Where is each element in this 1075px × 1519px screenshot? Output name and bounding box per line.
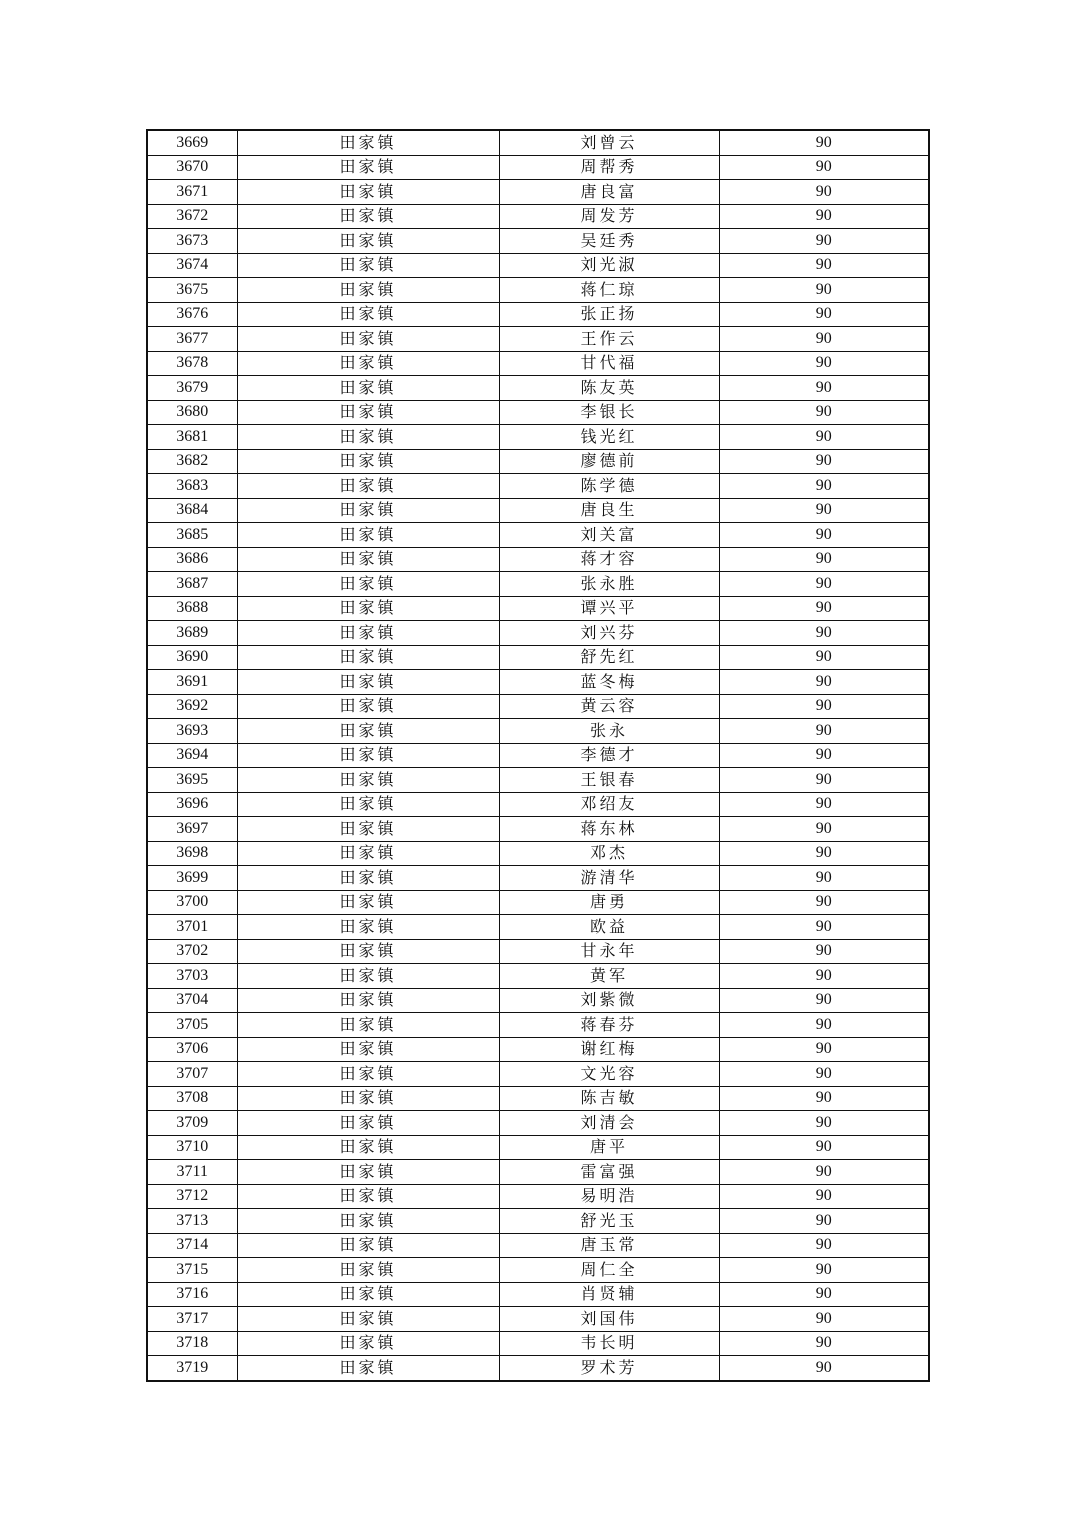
- person-name-cell: 肖贤辅: [499, 1282, 719, 1307]
- person-name-cell: 邓绍友: [499, 792, 719, 817]
- row-number-cell: 3672: [147, 204, 237, 229]
- person-name-cell: 黄云容: [499, 694, 719, 719]
- table-row: [147, 939, 929, 964]
- person-name-cell: 王银春: [499, 768, 719, 793]
- town-cell: 田家镇: [237, 596, 499, 621]
- table-row: [147, 596, 929, 621]
- town-cell: 田家镇: [237, 1037, 499, 1062]
- town-cell: 田家镇: [237, 400, 499, 425]
- person-name-cell: 甘永年: [499, 939, 719, 964]
- person-name-cell: 蒋春芬: [499, 1013, 719, 1038]
- score-cell: 90: [719, 768, 929, 793]
- person-name-cell: 周发芳: [499, 204, 719, 229]
- table-row: [147, 866, 929, 891]
- score-cell: 90: [719, 229, 929, 254]
- town-cell: 田家镇: [237, 988, 499, 1013]
- table-row: [147, 817, 929, 842]
- table-row: [147, 719, 929, 744]
- person-name-cell: 舒光玉: [499, 1209, 719, 1234]
- person-name-cell: 刘紫微: [499, 988, 719, 1013]
- row-number-cell: 3683: [147, 474, 237, 499]
- person-name-cell: 钱光红: [499, 425, 719, 450]
- town-cell: 田家镇: [237, 1160, 499, 1185]
- row-number-cell: 3690: [147, 645, 237, 670]
- person-name-cell: 黄军: [499, 964, 719, 989]
- table-row: [147, 449, 929, 474]
- table-row: [147, 425, 929, 450]
- town-cell: 田家镇: [237, 1356, 499, 1381]
- row-number-cell: 3717: [147, 1307, 237, 1332]
- row-number-cell: 3692: [147, 694, 237, 719]
- person-name-cell: 陈吉敏: [499, 1086, 719, 1111]
- table-row: [147, 1233, 929, 1258]
- table-row: [147, 523, 929, 548]
- row-number-cell: 3680: [147, 400, 237, 425]
- person-name-cell: 廖德前: [499, 449, 719, 474]
- score-cell: 90: [719, 866, 929, 891]
- score-cell: 90: [719, 743, 929, 768]
- row-number-cell: 3718: [147, 1331, 237, 1356]
- row-number-cell: 3701: [147, 915, 237, 940]
- person-name-cell: 李银长: [499, 400, 719, 425]
- town-cell: 田家镇: [237, 474, 499, 499]
- row-number-cell: 3716: [147, 1282, 237, 1307]
- person-name-cell: 蒋才容: [499, 547, 719, 572]
- row-number-cell: 3679: [147, 376, 237, 401]
- score-cell: 90: [719, 817, 929, 842]
- person-name-cell: 刘清会: [499, 1111, 719, 1136]
- score-cell: 90: [719, 474, 929, 499]
- table-row: [147, 988, 929, 1013]
- town-cell: 田家镇: [237, 1282, 499, 1307]
- table-row: [147, 915, 929, 940]
- table-row: [147, 1258, 929, 1283]
- town-cell: 田家镇: [237, 621, 499, 646]
- score-cell: 90: [719, 302, 929, 327]
- table-row: [147, 964, 929, 989]
- row-number-cell: 3693: [147, 719, 237, 744]
- table-row: [147, 474, 929, 499]
- table-row: [147, 155, 929, 180]
- score-cell: 90: [719, 841, 929, 866]
- score-cell: 90: [719, 1258, 929, 1283]
- person-name-cell: 唐良生: [499, 498, 719, 523]
- town-cell: 田家镇: [237, 278, 499, 303]
- person-name-cell: 韦长明: [499, 1331, 719, 1356]
- person-name-cell: 蒋东林: [499, 817, 719, 842]
- table-row: [147, 1062, 929, 1087]
- score-cell: 90: [719, 1086, 929, 1111]
- row-number-cell: 3678: [147, 351, 237, 376]
- score-cell: 90: [719, 327, 929, 352]
- score-cell: 90: [719, 130, 929, 155]
- score-cell: 90: [719, 523, 929, 548]
- person-name-cell: 张永胜: [499, 572, 719, 597]
- person-name-cell: 蒋仁琼: [499, 278, 719, 303]
- score-cell: 90: [719, 253, 929, 278]
- score-cell: 90: [719, 1037, 929, 1062]
- row-number-cell: 3706: [147, 1037, 237, 1062]
- score-cell: 90: [719, 204, 929, 229]
- score-cell: 90: [719, 1135, 929, 1160]
- roster-table-body: [147, 130, 929, 1381]
- score-cell: 90: [719, 400, 929, 425]
- score-cell: 90: [719, 890, 929, 915]
- town-cell: 田家镇: [237, 229, 499, 254]
- table-row: [147, 302, 929, 327]
- person-name-cell: 刘国伟: [499, 1307, 719, 1332]
- row-number-cell: 3712: [147, 1184, 237, 1209]
- row-number-cell: 3707: [147, 1062, 237, 1087]
- person-name-cell: 刘曾云: [499, 130, 719, 155]
- row-number-cell: 3699: [147, 866, 237, 891]
- row-number-cell: 3698: [147, 841, 237, 866]
- row-number-cell: 3709: [147, 1111, 237, 1136]
- score-cell: 90: [719, 670, 929, 695]
- row-number-cell: 3711: [147, 1160, 237, 1185]
- person-name-cell: 游清华: [499, 866, 719, 891]
- table-row: [147, 694, 929, 719]
- town-cell: 田家镇: [237, 253, 499, 278]
- table-row: [147, 572, 929, 597]
- score-cell: 90: [719, 1331, 929, 1356]
- town-cell: 田家镇: [237, 1013, 499, 1038]
- table-row: [147, 253, 929, 278]
- town-cell: 田家镇: [237, 890, 499, 915]
- town-cell: 田家镇: [237, 180, 499, 205]
- town-cell: 田家镇: [237, 449, 499, 474]
- person-name-cell: 李德才: [499, 743, 719, 768]
- row-number-cell: 3708: [147, 1086, 237, 1111]
- table-row: [147, 1356, 929, 1381]
- row-number-cell: 3705: [147, 1013, 237, 1038]
- score-cell: 90: [719, 596, 929, 621]
- score-cell: 90: [719, 1356, 929, 1381]
- town-cell: 田家镇: [237, 547, 499, 572]
- row-number-cell: 3682: [147, 449, 237, 474]
- table-row: [147, 1013, 929, 1038]
- table-row: [147, 1135, 929, 1160]
- town-cell: 田家镇: [237, 768, 499, 793]
- person-name-cell: 蓝冬梅: [499, 670, 719, 695]
- row-number-cell: 3674: [147, 253, 237, 278]
- person-name-cell: 周帮秀: [499, 155, 719, 180]
- town-cell: 田家镇: [237, 523, 499, 548]
- row-number-cell: 3673: [147, 229, 237, 254]
- row-number-cell: 3714: [147, 1233, 237, 1258]
- person-name-cell: 吴廷秀: [499, 229, 719, 254]
- row-number-cell: 3685: [147, 523, 237, 548]
- score-cell: 90: [719, 1184, 929, 1209]
- town-cell: 田家镇: [237, 130, 499, 155]
- row-number-cell: 3719: [147, 1356, 237, 1381]
- row-number-cell: 3713: [147, 1209, 237, 1234]
- score-cell: 90: [719, 1160, 929, 1185]
- table-row: [147, 498, 929, 523]
- score-cell: 90: [719, 1307, 929, 1332]
- town-cell: 田家镇: [237, 1062, 499, 1087]
- row-number-cell: 3687: [147, 572, 237, 597]
- person-name-cell: 易明浩: [499, 1184, 719, 1209]
- score-cell: 90: [719, 376, 929, 401]
- person-name-cell: 谭兴平: [499, 596, 719, 621]
- score-cell: 90: [719, 645, 929, 670]
- table-row: [147, 1184, 929, 1209]
- score-cell: 90: [719, 939, 929, 964]
- score-cell: 90: [719, 1111, 929, 1136]
- person-name-cell: 文光容: [499, 1062, 719, 1087]
- person-name-cell: 罗术芳: [499, 1356, 719, 1381]
- table-row: [147, 1331, 929, 1356]
- row-number-cell: 3694: [147, 743, 237, 768]
- table-row: [147, 180, 929, 205]
- person-name-cell: 陈友英: [499, 376, 719, 401]
- row-number-cell: 3670: [147, 155, 237, 180]
- row-number-cell: 3681: [147, 425, 237, 450]
- town-cell: 田家镇: [237, 1331, 499, 1356]
- score-cell: 90: [719, 621, 929, 646]
- town-cell: 田家镇: [237, 1233, 499, 1258]
- score-cell: 90: [719, 1062, 929, 1087]
- table-row: [147, 547, 929, 572]
- person-name-cell: 张永: [499, 719, 719, 744]
- person-name-cell: 雷富强: [499, 1160, 719, 1185]
- person-name-cell: 谢红梅: [499, 1037, 719, 1062]
- row-number-cell: 3704: [147, 988, 237, 1013]
- town-cell: 田家镇: [237, 743, 499, 768]
- score-cell: 90: [719, 694, 929, 719]
- table-row: [147, 327, 929, 352]
- row-number-cell: 3700: [147, 890, 237, 915]
- town-cell: 田家镇: [237, 939, 499, 964]
- town-cell: 田家镇: [237, 1307, 499, 1332]
- score-cell: 90: [719, 964, 929, 989]
- score-cell: 90: [719, 1209, 929, 1234]
- town-cell: 田家镇: [237, 964, 499, 989]
- town-cell: 田家镇: [237, 327, 499, 352]
- person-name-cell: 舒先红: [499, 645, 719, 670]
- table-row: [147, 621, 929, 646]
- table-row: [147, 229, 929, 254]
- row-number-cell: 3689: [147, 621, 237, 646]
- row-number-cell: 3715: [147, 1258, 237, 1283]
- row-number-cell: 3696: [147, 792, 237, 817]
- town-cell: 田家镇: [237, 817, 499, 842]
- town-cell: 田家镇: [237, 425, 499, 450]
- row-number-cell: 3676: [147, 302, 237, 327]
- town-cell: 田家镇: [237, 498, 499, 523]
- town-cell: 田家镇: [237, 719, 499, 744]
- table-row: [147, 130, 929, 155]
- town-cell: 田家镇: [237, 376, 499, 401]
- table-row: [147, 400, 929, 425]
- score-cell: 90: [719, 915, 929, 940]
- score-cell: 90: [719, 1013, 929, 1038]
- town-cell: 田家镇: [237, 572, 499, 597]
- town-cell: 田家镇: [237, 155, 499, 180]
- score-cell: 90: [719, 1282, 929, 1307]
- row-number-cell: 3669: [147, 130, 237, 155]
- person-name-cell: 唐良富: [499, 180, 719, 205]
- score-cell: 90: [719, 572, 929, 597]
- person-name-cell: 王作云: [499, 327, 719, 352]
- score-cell: 90: [719, 180, 929, 205]
- table-row: [147, 670, 929, 695]
- table-row: [147, 351, 929, 376]
- table-row: [147, 1111, 929, 1136]
- score-cell: 90: [719, 792, 929, 817]
- town-cell: 田家镇: [237, 866, 499, 891]
- town-cell: 田家镇: [237, 1086, 499, 1111]
- town-cell: 田家镇: [237, 694, 499, 719]
- row-number-cell: 3710: [147, 1135, 237, 1160]
- person-name-cell: 张正扬: [499, 302, 719, 327]
- town-cell: 田家镇: [237, 1111, 499, 1136]
- score-cell: 90: [719, 498, 929, 523]
- person-name-cell: 唐玉常: [499, 1233, 719, 1258]
- table-row: [147, 1037, 929, 1062]
- person-name-cell: 刘光淑: [499, 253, 719, 278]
- table-row: [147, 768, 929, 793]
- table-row: [147, 278, 929, 303]
- score-cell: 90: [719, 425, 929, 450]
- town-cell: 田家镇: [237, 792, 499, 817]
- table-row: [147, 1307, 929, 1332]
- town-cell: 田家镇: [237, 1258, 499, 1283]
- town-cell: 田家镇: [237, 1209, 499, 1234]
- table-row: [147, 645, 929, 670]
- town-cell: 田家镇: [237, 1184, 499, 1209]
- town-cell: 田家镇: [237, 915, 499, 940]
- person-name-cell: 甘代福: [499, 351, 719, 376]
- score-cell: 90: [719, 719, 929, 744]
- person-name-cell: 欧益: [499, 915, 719, 940]
- score-cell: 90: [719, 278, 929, 303]
- score-cell: 90: [719, 988, 929, 1013]
- row-number-cell: 3691: [147, 670, 237, 695]
- row-number-cell: 3677: [147, 327, 237, 352]
- table-row: [147, 1209, 929, 1234]
- roster-table: [146, 129, 930, 1382]
- row-number-cell: 3697: [147, 817, 237, 842]
- row-number-cell: 3703: [147, 964, 237, 989]
- town-cell: 田家镇: [237, 204, 499, 229]
- score-cell: 90: [719, 449, 929, 474]
- score-cell: 90: [719, 1233, 929, 1258]
- score-cell: 90: [719, 155, 929, 180]
- person-name-cell: 邓杰: [499, 841, 719, 866]
- row-number-cell: 3671: [147, 180, 237, 205]
- person-name-cell: 唐勇: [499, 890, 719, 915]
- table-row: [147, 890, 929, 915]
- table-row: [147, 743, 929, 768]
- town-cell: 田家镇: [237, 302, 499, 327]
- town-cell: 田家镇: [237, 841, 499, 866]
- town-cell: 田家镇: [237, 351, 499, 376]
- person-name-cell: 刘关富: [499, 523, 719, 548]
- table-row: [147, 792, 929, 817]
- table-row: [147, 376, 929, 401]
- table-row: [147, 841, 929, 866]
- town-cell: 田家镇: [237, 645, 499, 670]
- row-number-cell: 3675: [147, 278, 237, 303]
- table-row: [147, 1086, 929, 1111]
- score-cell: 90: [719, 547, 929, 572]
- row-number-cell: 3684: [147, 498, 237, 523]
- person-name-cell: 唐平: [499, 1135, 719, 1160]
- row-number-cell: 3702: [147, 939, 237, 964]
- score-cell: 90: [719, 351, 929, 376]
- town-cell: 田家镇: [237, 670, 499, 695]
- table-row: [147, 1160, 929, 1185]
- row-number-cell: 3688: [147, 596, 237, 621]
- person-name-cell: 周仁全: [499, 1258, 719, 1283]
- person-name-cell: 陈学德: [499, 474, 719, 499]
- row-number-cell: 3695: [147, 768, 237, 793]
- row-number-cell: 3686: [147, 547, 237, 572]
- town-cell: 田家镇: [237, 1135, 499, 1160]
- table-row: [147, 204, 929, 229]
- person-name-cell: 刘兴芬: [499, 621, 719, 646]
- table-row: [147, 1282, 929, 1307]
